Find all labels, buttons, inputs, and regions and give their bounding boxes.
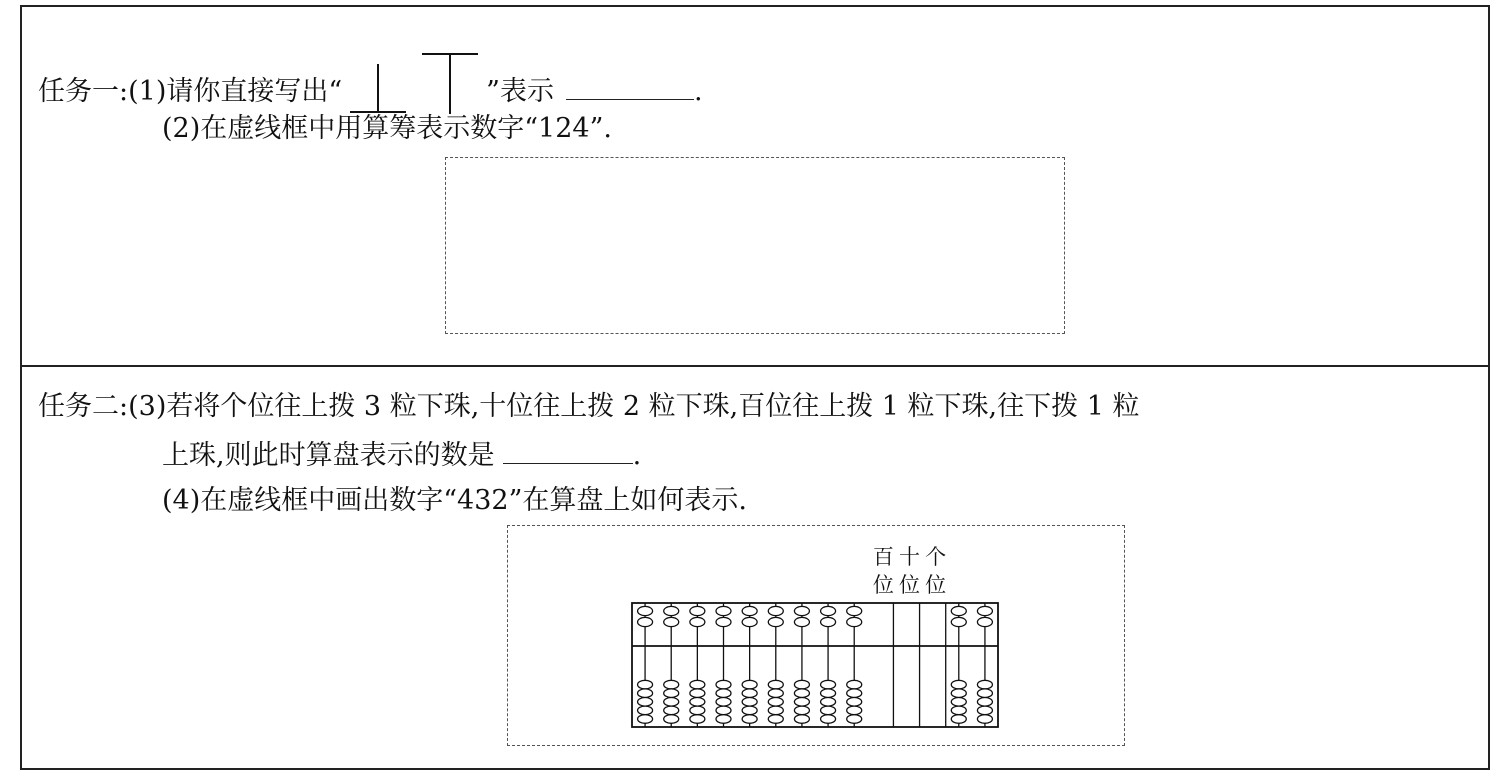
upper-bead <box>664 606 679 615</box>
lower-bead <box>690 680 705 689</box>
upper-bead <box>768 617 783 626</box>
lower-bead <box>638 706 653 715</box>
upper-bead <box>821 617 836 626</box>
lower-bead <box>821 706 836 715</box>
section-divider <box>20 365 1490 367</box>
place-label-top: 个 <box>925 545 947 569</box>
lower-bead <box>768 689 783 698</box>
lower-bead <box>716 680 731 689</box>
lower-bead <box>951 706 966 715</box>
upper-bead <box>821 606 836 615</box>
lower-bead <box>638 680 653 689</box>
upper-bead <box>847 617 862 626</box>
lower-bead <box>847 680 862 689</box>
upper-bead <box>977 606 992 615</box>
lower-bead <box>951 689 966 698</box>
lower-bead <box>977 689 992 698</box>
abacus-figure <box>620 540 1010 735</box>
lower-bead <box>951 715 966 724</box>
lower-bead <box>742 706 757 715</box>
abacus-beads <box>638 606 993 723</box>
task1-q2-line: (2)在虚线框中用算筹表示数字“124”. <box>162 113 612 144</box>
lower-bead <box>977 680 992 689</box>
lower-bead <box>794 715 809 724</box>
answer-box-counting-rods[interactable] <box>445 157 1065 334</box>
lower-bead <box>847 706 862 715</box>
lower-bead <box>690 706 705 715</box>
lower-bead <box>742 680 757 689</box>
lower-bead <box>638 689 653 698</box>
lower-bead <box>821 689 836 698</box>
upper-bead <box>742 617 757 626</box>
lower-bead <box>977 715 992 724</box>
task2-q3-line2-prefix: 上珠,则此时算盘表示的数是 <box>162 440 495 471</box>
upper-bead <box>690 617 705 626</box>
task2-q3-text: (3)若将个位往上拨 3 粒下珠,十位往上拨 2 粒下珠,百位往上拨 1 粒下珠,往下拨 1 粒 <box>128 391 1140 422</box>
place-label-top: 十 <box>899 545 920 569</box>
upper-bead <box>716 617 731 626</box>
lower-bead <box>847 715 862 724</box>
lower-bead <box>638 698 653 707</box>
lower-bead <box>742 689 757 698</box>
place-value-labels <box>873 545 946 597</box>
task2-q3-line2 <box>162 437 641 473</box>
lower-bead <box>664 698 679 707</box>
upper-bead <box>664 617 679 626</box>
upper-bead <box>690 606 705 615</box>
upper-bead <box>794 617 809 626</box>
counting-rod-t-icon <box>422 54 478 114</box>
lower-bead <box>690 689 705 698</box>
lower-bead <box>951 680 966 689</box>
place-label-bottom: 位 <box>925 573 947 597</box>
upper-bead <box>768 606 783 615</box>
lower-bead <box>716 706 731 715</box>
lower-bead <box>794 698 809 707</box>
lower-bead <box>742 698 757 707</box>
upper-bead <box>794 606 809 615</box>
lower-bead <box>794 680 809 689</box>
answer-blank-2[interactable] <box>503 437 633 464</box>
upper-bead <box>742 606 757 615</box>
lower-bead <box>794 689 809 698</box>
lower-bead <box>794 706 809 715</box>
place-label-top: 百 <box>872 545 894 569</box>
task2-label: 任务二: <box>38 391 129 422</box>
lower-bead <box>768 715 783 724</box>
upper-bead <box>847 606 862 615</box>
lower-bead <box>742 715 757 724</box>
lower-bead <box>847 698 862 707</box>
upper-bead <box>638 606 653 615</box>
task2-q3-line1 <box>38 390 1139 424</box>
lower-bead <box>768 680 783 689</box>
task1-q1-prefix: (1)请你直接写出“ <box>128 76 343 107</box>
task1-q1-line <box>38 50 703 116</box>
task2-q4-line: (4)在虚线框中画出数字“432”在算盘上如何表示. <box>162 485 747 516</box>
lower-bead <box>664 680 679 689</box>
task1-q1-end: . <box>693 76 703 107</box>
lower-bead <box>716 698 731 707</box>
lower-bead <box>847 689 862 698</box>
task1-label: 任务一: <box>38 76 129 107</box>
lower-bead <box>690 715 705 724</box>
abacus-frame <box>632 603 998 727</box>
lower-bead <box>716 715 731 724</box>
lower-bead <box>977 706 992 715</box>
lower-bead <box>951 698 966 707</box>
lower-bead <box>768 698 783 707</box>
lower-bead <box>690 698 705 707</box>
upper-bead <box>716 606 731 615</box>
lower-bead <box>768 706 783 715</box>
lower-bead <box>664 706 679 715</box>
lower-bead <box>638 715 653 724</box>
lower-bead <box>664 715 679 724</box>
answer-blank-1[interactable] <box>566 73 694 100</box>
upper-bead <box>951 617 966 626</box>
upper-bead <box>951 606 966 615</box>
upper-bead <box>977 617 992 626</box>
lower-bead <box>664 689 679 698</box>
lower-bead <box>977 698 992 707</box>
task2-q3-end: . <box>632 440 642 471</box>
lower-bead <box>821 715 836 724</box>
counting-rod-figure <box>344 50 484 116</box>
lower-bead <box>716 689 731 698</box>
counting-rod-vertical-icon <box>350 64 406 112</box>
upper-bead <box>638 617 653 626</box>
place-label-bottom: 位 <box>899 573 920 597</box>
place-label-bottom: 位 <box>872 573 894 597</box>
lower-bead <box>821 680 836 689</box>
lower-bead <box>821 698 836 707</box>
task1-q1-suffix: ”表示 <box>486 76 554 107</box>
